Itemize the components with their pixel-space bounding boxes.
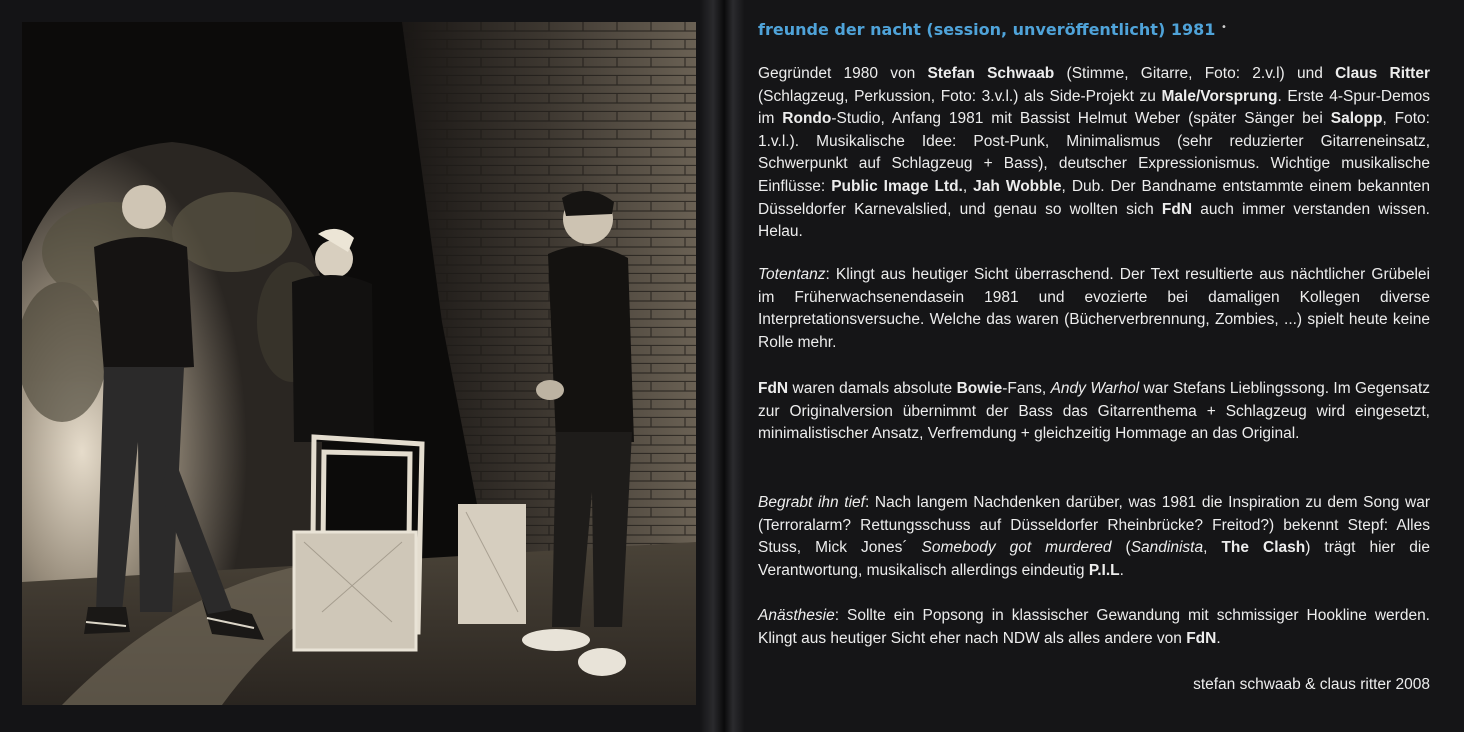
text-run: : Klingt aus heutiger Sicht überraschend. Der Text resultierte aus nächtlicher Grübelei im Früherwachsenendasein 1981 und evozierte bei damaligen Kollegen diverse Interpretationsversuche. Welche das waren (Bücherverbrennung, Zombies, ...) spielt heute keine Rolle mehr. (758, 266, 1430, 351)
bold-text: Bowie (956, 380, 1003, 397)
text-run: (Schlagzeug, Perkussion, Foto: 3.v.l.) als Side-Projekt zu (758, 87, 1162, 105)
italic-text: Totentanz (758, 266, 826, 283)
section-heading: freunde der nacht (session, unveröffentlicht) 1981 (758, 20, 1216, 39)
band-photo (22, 22, 696, 705)
bold-text: Salopp (1330, 110, 1383, 128)
bold-text: Public Image Ltd. (831, 177, 963, 195)
bold-text: Male/Vorsprung (1161, 87, 1278, 105)
text-run: war Stefans Lieblingssong. Im Gegensatz zur Originalversion übernimmt der Bass das Gitarrenthema + Schlagzeug wird eingesetzt, minimalistischer Ansatz, Verfremdung + gleichzeitig Hommage an das Original. (758, 380, 1431, 443)
text-run: Gegründet 1980 von (758, 65, 928, 82)
left-page (0, 0, 722, 732)
text-run: , Foto: 1.v.l.). Musikalische Idee: Post-Punk, Minimalismus (sehr reduzierter Gitarreneinsatz, Schwerpunkt auf Schlagzeug + Bass), deutscher Expressionismus. Wichtige musikalische Einflüsse: (758, 110, 1430, 195)
bold-text: FdN (758, 380, 789, 397)
text-run: -Fans, (1002, 380, 1051, 397)
bold-text: Claus Ritter (1335, 65, 1430, 82)
text-run: waren damals absolute (788, 380, 957, 397)
paragraph-andy-warhol (758, 378, 1430, 446)
italic-text: Anästhesie (758, 607, 835, 624)
bold-text: Stefan Schwaab (927, 65, 1055, 82)
bold-text: FdN (1186, 629, 1217, 647)
italic-text: Somebody got murdered (921, 539, 1112, 557)
bold-text: FdN (1161, 200, 1193, 218)
text-run: , Dub. Der Bandname entstammte einem bekannten Düsseldorfer Karnevalslied, und genau so wollten sich (758, 177, 1430, 218)
text-run: , (962, 177, 974, 195)
italic-text: Andy Warhol (1050, 380, 1140, 397)
right-page (744, 0, 1464, 732)
text-run: ( (1111, 539, 1131, 557)
bold-text: P.I.L (1088, 561, 1120, 579)
paragraph-band-history (758, 63, 1430, 244)
paragraph-begrabt-ihn-tief (758, 492, 1430, 582)
signature: stefan schwaab & claus ritter 2008 (1193, 676, 1430, 693)
paragraph-anaesthesie (758, 605, 1430, 650)
bold-text: Rondo (782, 110, 832, 128)
book-gutter (700, 0, 744, 732)
text-run: . (1216, 629, 1221, 647)
paragraph-totentanz (758, 264, 1430, 354)
text-run: . (1119, 561, 1124, 579)
text-run: . Erste 4-Spur-Demos im (758, 87, 1430, 128)
text-run: -Studio, Anfang 1981 mit Bassist Helmut Weber (später Sänger bei (831, 110, 1331, 128)
text-run: , (1203, 539, 1222, 557)
text-run: (Stimme, Gitarre, Foto: 2.v.l) und (1054, 65, 1336, 82)
band-photo-illustration (22, 22, 696, 705)
text-run: auch immer verstanden wissen. Helau. (758, 200, 1430, 241)
bold-text: Jah Wobble (973, 177, 1062, 195)
bold-text: The Clash (1221, 539, 1306, 557)
text-run: : Sollte ein Popsong in klassischer Gewandung mit schmissiger Hookline werden. Klingt aus heutiger Sicht eher nach NDW als alles andere von (758, 607, 1430, 647)
text-run: : Nach langem Nachdenken darüber, was 1981 die Inspiration zu dem Song war (Terroralarm? Rettungsschuss auf Düsseldorfer Rheinbrücke? Freitod?) bekennt Stepf: Alles Stuss, Mick Jones´ (758, 494, 1431, 557)
italic-text: Sandinista (1130, 539, 1204, 557)
text-run: ) trägt hier die Verantwortung, musikalisch allerdings eindeutig (758, 539, 1430, 579)
decorative-dot: • (1221, 22, 1227, 33)
italic-text: Begrabt ihn tief (758, 494, 865, 511)
